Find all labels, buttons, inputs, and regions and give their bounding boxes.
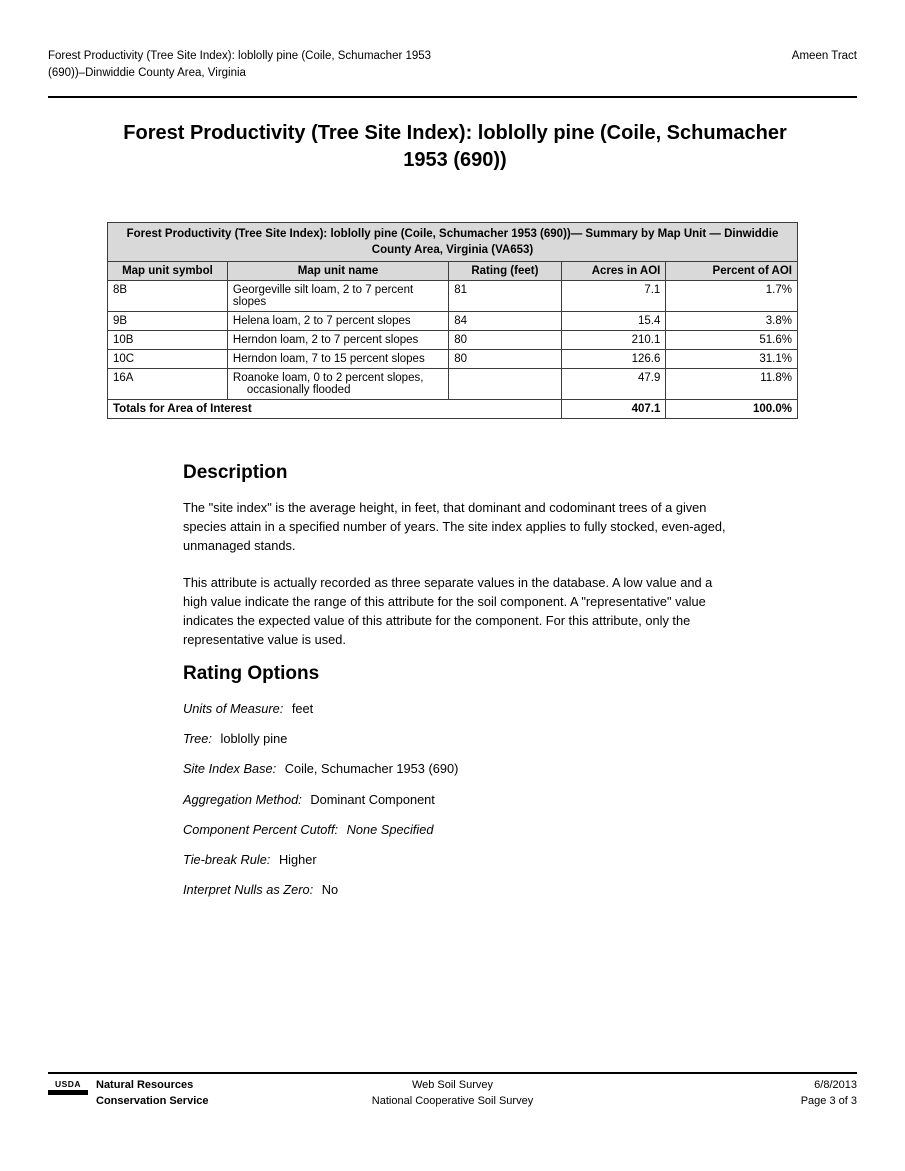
option-component-percent-cutoff bbox=[183, 820, 728, 839]
totals-percent: 100.0% bbox=[666, 400, 798, 419]
table-row bbox=[108, 331, 798, 350]
option-value: Dominant Component bbox=[310, 791, 435, 807]
option-label: Site Index Base: bbox=[183, 761, 277, 777]
footer-divider bbox=[48, 1072, 857, 1074]
cell-acres: 15.4 bbox=[561, 312, 666, 331]
option-label: Component Percent Cutoff: bbox=[183, 821, 339, 837]
table-caption: Forest Productivity (Tree Site Index): loblolly pine (Coile, Schumacher 1953 (690))— Summary by Map Unit — Dinwiddie County Area, Virginia (VA653) bbox=[108, 223, 798, 262]
option-label: Interpret Nulls as Zero: bbox=[183, 882, 314, 898]
cell-acres: 47.9 bbox=[561, 369, 666, 400]
table-row bbox=[108, 312, 798, 331]
running-header-right: Ameen Tract bbox=[791, 50, 857, 62]
description-section bbox=[183, 462, 728, 666]
running-header-line2: (690))–Dinwiddie County Area, Virginia bbox=[48, 66, 246, 79]
cell-rating bbox=[449, 369, 561, 400]
totals-label: Totals for Area of Interest bbox=[108, 400, 562, 419]
option-aggregation-method bbox=[183, 790, 728, 809]
option-value: Higher bbox=[278, 851, 317, 867]
cell-rating: 80 bbox=[449, 350, 561, 369]
cell-map-unit-name: Helena loam, 2 to 7 percent slopes bbox=[227, 312, 448, 331]
option-interpret-nulls-as-zero bbox=[183, 880, 728, 899]
column-header-acres: Acres in AOI bbox=[561, 262, 666, 281]
cell-percent: 3.8% bbox=[666, 312, 798, 331]
column-header-map-unit-symbol: Map unit symbol bbox=[108, 262, 228, 281]
option-label: Tie-break Rule: bbox=[183, 851, 271, 867]
running-header bbox=[48, 48, 857, 81]
table-header-row bbox=[108, 262, 798, 281]
cell-rating: 80 bbox=[449, 331, 561, 350]
summary-table bbox=[107, 222, 798, 419]
footer-right bbox=[801, 1078, 857, 1110]
footer-center bbox=[48, 1078, 857, 1110]
cell-map-unit-name bbox=[227, 369, 448, 400]
description-heading: Description bbox=[183, 462, 288, 483]
column-header-map-unit-name: Map unit name bbox=[227, 262, 448, 281]
table-caption-row bbox=[108, 223, 798, 262]
option-tie-break-rule bbox=[183, 850, 728, 869]
option-value: feet bbox=[291, 701, 314, 716]
cell-map-unit-symbol: 9B bbox=[108, 312, 228, 331]
footer-agency-line2: Conservation Service bbox=[96, 1094, 209, 1107]
footer-page-number: Page 3 of 3 bbox=[800, 1094, 857, 1107]
option-value: Coile, Schumacher 1953 (690) bbox=[284, 761, 459, 777]
table-row bbox=[108, 369, 798, 400]
cell-percent: 51.6% bbox=[666, 331, 798, 350]
cell-map-unit-symbol: 10C bbox=[108, 350, 228, 369]
footer-center-line2: National Cooperative Soil Survey bbox=[371, 1094, 534, 1107]
footer-center-line1: Web Soil Survey bbox=[411, 1079, 494, 1091]
footer-agency-line1: Natural Resources bbox=[96, 1079, 194, 1091]
cell-map-unit-name-line1: Roanoke loam, 0 to 2 percent slopes, bbox=[232, 372, 424, 385]
cell-percent: 1.7% bbox=[666, 281, 798, 312]
option-label: Aggregation Method: bbox=[183, 791, 302, 807]
rating-options-section bbox=[183, 663, 728, 910]
cell-map-unit-name: Georgeville silt loam, 2 to 7 percent slopes bbox=[227, 281, 448, 312]
summary-table-container bbox=[107, 222, 798, 419]
running-header-left bbox=[48, 48, 431, 81]
running-header-line1: Forest Productivity (Tree Site Index): loblolly pine (Coile, Schumacher 1953 bbox=[48, 50, 432, 62]
column-header-rating: Rating (feet) bbox=[449, 262, 561, 281]
option-label: Tree: bbox=[183, 731, 212, 747]
option-site-index-base bbox=[183, 759, 728, 778]
footer-date: 6/8/2013 bbox=[814, 1079, 857, 1091]
usda-logo-text: USDA bbox=[54, 1079, 82, 1089]
cell-map-unit-name: Herndon loam, 7 to 15 percent slopes bbox=[227, 350, 448, 369]
cell-map-unit-symbol: 16A bbox=[108, 369, 228, 400]
header-divider bbox=[48, 96, 857, 98]
cell-map-unit-name-line2: occasionally flooded bbox=[246, 384, 351, 397]
cell-map-unit-symbol: 10B bbox=[108, 331, 228, 350]
cell-map-unit-name: Herndon loam, 2 to 7 percent slopes bbox=[227, 331, 448, 350]
description-paragraph-1: The "site index" is the average height, in feet, that dominant and codominant trees of a given species attain in a specified number of years. The site index applies to fully stocked, even-aged, unmanaged stands. bbox=[183, 500, 726, 554]
cell-percent: 11.8% bbox=[666, 369, 798, 400]
table-row bbox=[108, 350, 798, 369]
description-paragraph-2: This attribute is actually recorded as three separate values in the database. A low value and a high value indicate the range of this attribute for the soil component. A "representative" value indicates the expected value of this attribute for the component. For this attribute, only the representative value is used. bbox=[183, 574, 713, 648]
column-header-percent: Percent of AOI bbox=[666, 262, 798, 281]
table-row bbox=[108, 281, 798, 312]
option-units-of-measure bbox=[183, 699, 728, 718]
option-label: Units of Measure: bbox=[183, 701, 284, 716]
table-totals-row bbox=[108, 400, 798, 419]
option-tree bbox=[183, 729, 728, 748]
cell-rating: 81 bbox=[449, 281, 561, 312]
cell-acres: 126.6 bbox=[561, 350, 666, 369]
rating-options-heading: Rating Options bbox=[183, 663, 320, 684]
cell-acres: 210.1 bbox=[561, 331, 666, 350]
cell-acres: 7.1 bbox=[561, 281, 666, 312]
cell-map-unit-symbol: 8B bbox=[108, 281, 228, 312]
cell-percent: 31.1% bbox=[666, 350, 798, 369]
totals-acres: 407.1 bbox=[561, 400, 666, 419]
cell-rating: 84 bbox=[449, 312, 561, 331]
option-value: No bbox=[321, 882, 339, 898]
option-value: loblolly pine bbox=[220, 731, 288, 747]
option-value: None Specified bbox=[346, 821, 434, 837]
page-title: Forest Productivity (Tree Site Index): loblolly pine (Coile, Schumacher 1953 (690)) bbox=[123, 122, 787, 171]
